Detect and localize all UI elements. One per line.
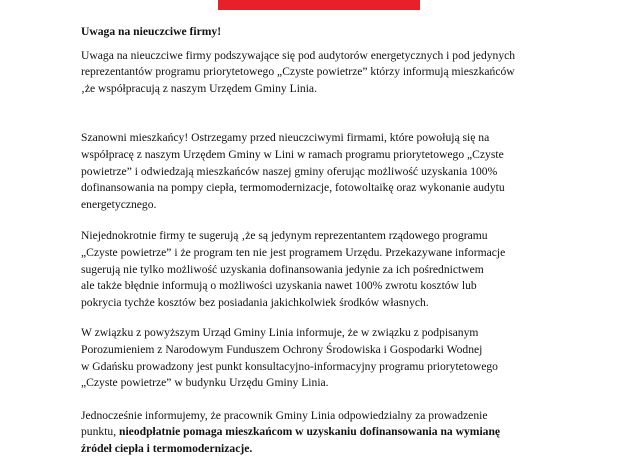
text-normal: punktu, [81,425,120,439]
paragraph-false-claims [81,228,581,311]
text-line: sugerują nie tylko możliwość uzyskania dofinansowania jedynie za ich pośrednictwem [81,262,484,276]
text-line-bold: źródeł ciepła i termomodernizacje. [81,441,253,455]
paragraph-warning [81,48,581,98]
text-line: pokrycia tychże kosztów bez posiadania jakichkolwiek środków własnych. [81,295,429,309]
page-title: Uwaga na nieuczciwe firmy! [81,25,222,38]
text-line: ‚że współpracują z naszym Urzędem Gminy Linia. [81,81,317,95]
document-page [81,24,581,457]
paragraph-residents-notice [81,130,581,213]
text-line: Porozumieniem z Narodowym Funduszem Ochrony Środowiska i Gospodarki Wodnej [81,342,483,356]
text-line: „Czyste powietrze” i że program ten nie jest programem Urzędu. Przekazywane informacje [81,245,506,259]
text-line: reprezentantów programu priorytetowego „Czyste powietrze” którzy informują mieszkańców [81,65,515,79]
text-line: powietrze” i odwiedzają mieszkańców naszej gminy oferując możliwość uzyskania 100% [81,164,498,178]
text-bold: nieodpłatnie pomaga mieszkańcom w uzyskaniu dofinansowania na wymianę [119,425,501,439]
text-line: współpracę z naszym Urzędem Gminy w Lini w ramach programu priorytetowego „Czyste [81,147,504,161]
text-line: Niejednokrotnie firmy te sugerują ‚że są jedynym reprezentantem rządowego programu [81,229,488,243]
text-line: Jednocześnie informujemy, że pracownik Gminy Linia odpowiedzialny za prowadzenie [81,408,488,422]
text-line: dofinansowania na pompy ciepła, termomodernizacje, fotowoltaikę oraz wykonanie audytu [81,181,505,195]
paragraph-free-help [81,408,581,457]
text-line: w Gdańsku prowadzony jest punkt konsultacyjno-informacyjny programu priorytetowego [81,359,498,373]
header-red-bar [218,0,420,10]
paragraph-consultation-point [81,325,581,391]
text-line [81,424,581,441]
text-line: ale także błędnie informują o możliwości uzyskania nawet 100% zwrotu kosztów lub [81,279,477,293]
text-line: energetycznego. [81,197,157,211]
text-line: Uwaga na nieuczciwe firmy podszywające się pod audytorów energetycznych i pod jedynych [81,48,516,62]
text-line: W związku z powyższym Urząd Gminy Linia informuje, że w związku z podpisanym [81,326,479,340]
text-line: Szanowni mieszkańcy! Ostrzegamy przed nieuczciwymi firmami, które powołują się na [81,131,490,145]
text-line: „Czyste powietrze” w budynku Urzędu Gminy Linia. [81,376,329,390]
